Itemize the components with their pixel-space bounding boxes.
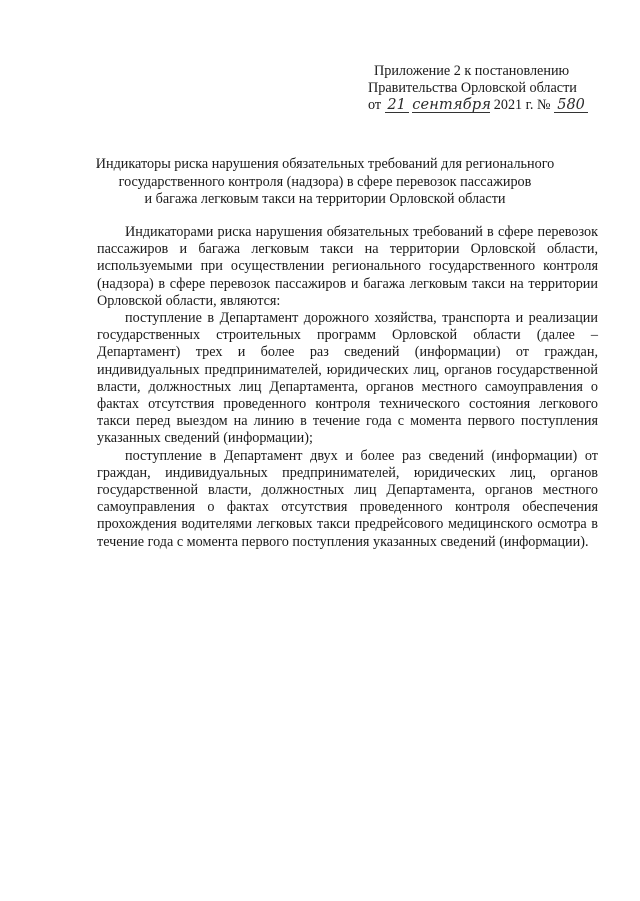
approval-line-government: Правительства Орловской области [368, 80, 577, 96]
title-line-2: государственного контроля (надзора) в сфере перевозок пассажиров [118, 173, 532, 190]
handwritten-decree-number: 580 [554, 98, 588, 113]
approval-block [368, 63, 608, 114]
approval-line-appendix: Приложение 2 к постановлению [374, 63, 570, 79]
handwritten-day: 21 [385, 98, 409, 113]
approval-line-date [368, 97, 608, 114]
handwritten-month: сентября [412, 97, 492, 113]
document-body [97, 224, 598, 551]
title-line-3: и багажа легковым такси на территории Орловской области [144, 191, 506, 207]
body-paragraph-intro: Индикаторами риска нарушения обязательных требований в сфере перевозок пассажиров и багажа легковым такси на территории Орловской области, используемыми при осуществлении регионального государственного контроля (надзора) в сфере перевозок пассажиров и багажа легковым такси на территории Орловской области, являются: [97, 224, 598, 309]
body-paragraph-indicator-1: поступление в Департамент дорожного хозяйства, транспорта и реализации государственных строительных программ Орловской области (далее – Департамент) трех и более раз сведений (информации) от граждан, индивидуальных предпринимателей, юридических лиц, органов государственной власти, должностных лиц Департамента, органов местного самоуправления о фактах отсутствия проведенного контроля технического состояния легкового такси перед выездом на линию в течение года с момента первого поступления указанных сведений (информации); [97, 310, 598, 447]
body-paragraph-indicator-2: поступление в Департамент двух и более раз сведений (информации) от граждан, индивидуальных предпринимателей, юридических лиц, органов государственной власти, должностных лиц Департамента, органов местного самоуправления о фактах отсутствия проведенного контроля обеспечения прохождения водителями легковых такси предрейсового медицинского осмотра в течение года с момента первого поступления указанных сведений (информации). [97, 447, 598, 550]
approval-year-number-label: 2021 г. № [493, 97, 551, 113]
approval-date-prefix: от [368, 97, 382, 113]
title-line-1: Индикаторы риска нарушения обязательных требований для регионального [95, 156, 555, 172]
document-title [60, 156, 590, 209]
